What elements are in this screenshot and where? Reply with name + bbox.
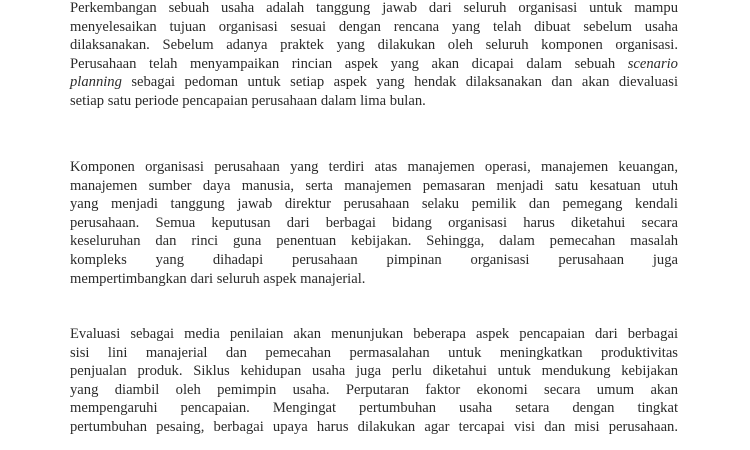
paragraph-3 [70,325,678,437]
text-line: Perkembangan sebuah usaha adalah tanggung jawab dari seluruh organisasi untuk mampu [70,0,678,16]
italic-term: scenario [627,55,678,72]
text-line: perusahaan. Semua keputusan dari berbagai bidang organisasi harus diketahui secara [70,214,678,231]
text-line: keseluruhan dan rinci guna penentuan kebijakan. Sehingga, dalam pemecahan masalah [70,233,678,250]
text-line: sisi lini manajerial dan pemecahan permasalahan untuk meningkatkan produktivitas [70,344,678,361]
text-line: mempertimbangkan dari seluruh aspek manajerial. [70,270,366,287]
paragraph-1 [70,0,678,111]
text-segment: sebagai pedoman untuk setiap aspek yang hendak dilaksanakan dan akan dievaluasi [131,74,678,91]
text-line: Komponen organisasi perusahaan yang terdiri atas manajemen operasi, manajemen keuangan, [70,159,678,175]
text-line: manajemen sumber daya manusia, serta manajemen pemasaran menjadi satu kesatuan utuh [70,177,678,194]
text-segment: Perusahaan telah menyampaikan rincian aspek yang akan dicapai dalam sebuah [70,55,616,72]
italic-term-continued: planning [70,74,122,91]
text-line: Evaluasi sebagai media penilaian akan menunjukan beberapa aspek pencapaian dari berbagai [70,326,678,342]
text-line: menyelesaikan tujuan organisasi sesuai dengan rencana yang telah dibuat sebelum usaha [70,18,678,35]
text-line: yang menjadi tanggung jawab direktur perusahaan selaku pemilik dan pemegang kendali [70,196,678,213]
text-line: yang diambil oleh pemimpin usaha. Perputaran faktor ekonomi secara umum akan [70,381,678,398]
text-line-with-italic [70,73,678,92]
text-line: dilaksanakan. Sebelum adanya praktek yang dilakukan oleh seluruh komponen organisasi. [70,37,678,54]
text-line: pertumbuhan pesaing, berbagai upaya harus dilakukan agar tercapai visi dan misi perusahaan. [70,418,678,435]
text-line: penjualan produk. Siklus kehidupan usaha juga perlu diketahui untuk mendukung kebijakan [70,363,678,380]
text-line: mempengaruhi pencapaian. Mengingat pertumbuhan usaha setara dengan tingkat [70,400,678,417]
text-line-with-italic [70,55,678,74]
text-line: kompleks yang dihadapi perusahaan pimpinan organisasi perusahaan juga [70,251,678,268]
text-line: setiap satu periode pencapaian perusahaan dalam lima bulan. [70,92,426,109]
paragraph-2 [70,158,678,288]
